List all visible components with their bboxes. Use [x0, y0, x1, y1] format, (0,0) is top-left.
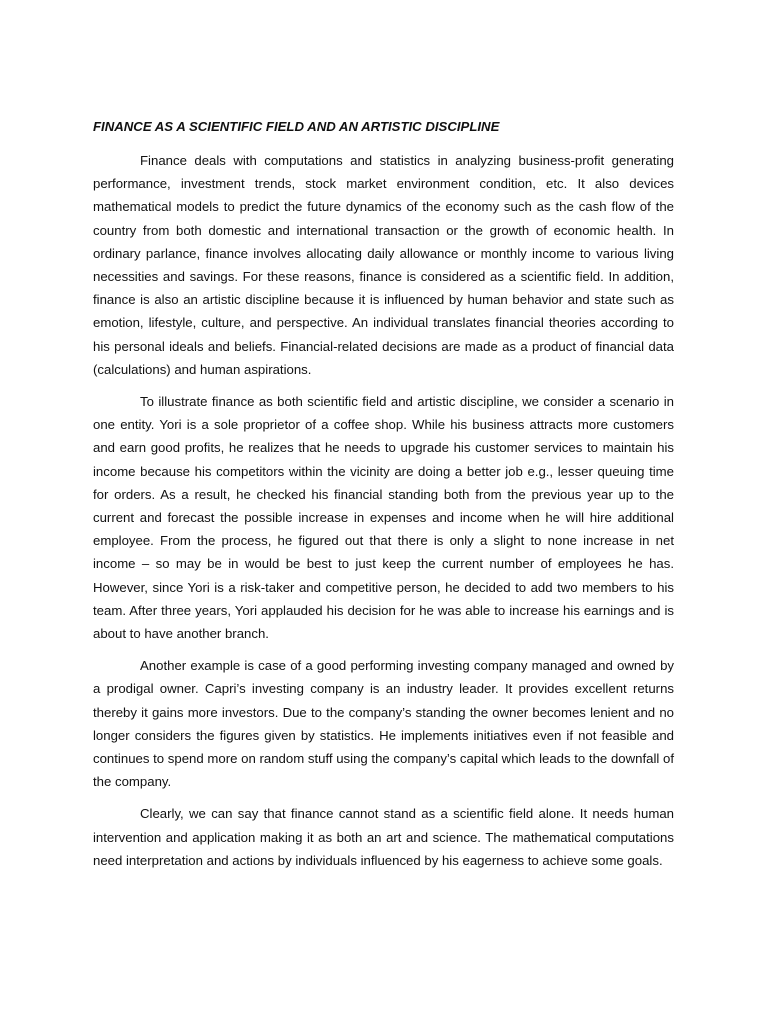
paragraph-1: Finance deals with computations and statistics in analyzing business-profit generating performance, investment trends, stock market environment condition, etc. It also devices mathematical models to predict the future dynamics of the economy such as the cash flow of the country from both domestic and international transaction or the growth of economic health. In ordinary parlance, finance involves allocating daily allowance or monthly income to various living necessities and savings. For these reasons, finance is considered as a scientific field. In addition, finance is also an artistic discipline because it is influenced by human behavior and state such as emotion, lifestyle, culture, and perspective. An individual translates financial theories according to his personal ideals and beliefs. Financial-related decisions are made as a product of financial data (calculations) and human aspirations. [93, 153, 674, 377]
paragraph-2: To illustrate finance as both scientific field and artistic discipline, we consider a scenario in one entity. Yori is a sole proprietor of a coffee shop. While his business attracts more customers and earn good profits, he realizes that he needs to upgrade his customer services to maintain his income because his competitors within the vicinity are doing a better job e.g., lesser queuing time for orders. As a result, he checked his financial standing both from the previous year up to the current and forecast the possible increase in expenses and income when he will hire additional employee. From the process, he figured out that there is only a slight to none increase in net income – so may be in would be best to just keep the current number of employees he has. However, since Yori is a risk-taker and competitive person, he decided to add two members to his team. After three years, Yori applauded his decision for he was able to increase his earnings and is about to have another branch. [93, 394, 674, 642]
document-title: FINANCE AS A SCIENTIFIC FIELD AND AN ARTISTIC DISCIPLINE [93, 119, 500, 134]
paragraph-3: Another example is case of a good performing investing company managed and owned by a prodigal owner. Capri’s investing company is an industry leader. It provides excellent returns thereby it gains more investors. Due to the company’s standing the owner becomes lenient and no longer considers the figures given by statistics. He implements initiatives even if not feasible and continues to spend more on random stuff using the company’s capital which leads to the downfall of the company. [93, 658, 674, 790]
document-body [93, 116, 674, 881]
paragraph-4: Clearly, we can say that finance cannot stand as a scientific field alone. It needs human intervention and application making it as both an art and science. The mathematical computations need interpretation and actions by individuals influenced by his eagerness to achieve some goals. [93, 806, 674, 868]
